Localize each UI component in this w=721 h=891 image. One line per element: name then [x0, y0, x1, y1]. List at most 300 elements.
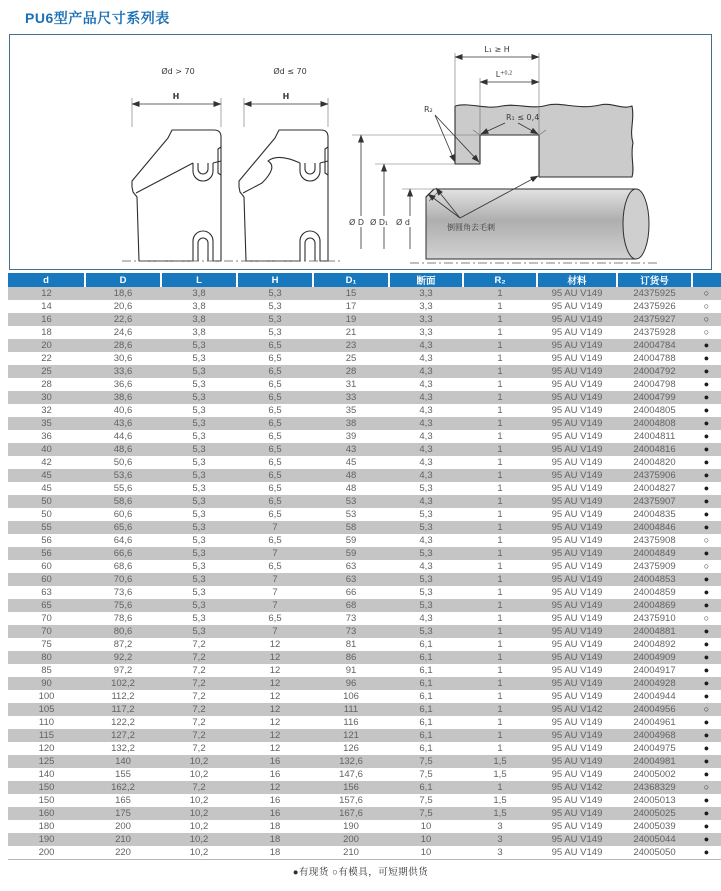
cell: 220: [85, 846, 161, 860]
cell: 24004805: [617, 404, 692, 417]
cell: 50: [8, 495, 85, 508]
cell: 5,3: [161, 586, 237, 599]
cell: 210: [85, 833, 161, 846]
cell: 3,8: [161, 300, 237, 313]
cell: 95 AU V149: [537, 508, 617, 521]
cell: 10,2: [161, 755, 237, 768]
cell: 95 AU V149: [537, 469, 617, 482]
cell: 6,5: [237, 404, 313, 417]
cell: 7: [237, 521, 313, 534]
h-dim-label: H: [282, 92, 290, 101]
cell: 6,1: [389, 716, 463, 729]
cell: 80: [8, 651, 85, 664]
cell: 75,6: [85, 599, 161, 612]
cell: 70: [8, 625, 85, 638]
cell: 1: [463, 404, 537, 417]
cell: 95 AU V149: [537, 300, 617, 313]
column-header-D: D: [85, 273, 161, 287]
cell: 1: [463, 729, 537, 742]
cell: 95 AU V149: [537, 404, 617, 417]
cell: 5,3: [161, 469, 237, 482]
cell: 24005050: [617, 846, 692, 860]
cell: 6,5: [237, 456, 313, 469]
cell: 12: [237, 781, 313, 794]
cell: 10,2: [161, 807, 237, 820]
cell: 4,3: [389, 391, 463, 404]
cell: 5,3: [161, 599, 237, 612]
stock-status: ●: [692, 794, 721, 807]
cell: 147,6: [313, 768, 389, 781]
stock-status: ●: [692, 352, 721, 365]
cell: 6,5: [237, 534, 313, 547]
stock-status: ●: [692, 339, 721, 352]
cell: 5,3: [389, 547, 463, 560]
cell: 24004961: [617, 716, 692, 729]
cell: 24004881: [617, 625, 692, 638]
cell: 5,3: [161, 430, 237, 443]
cell: 48: [313, 469, 389, 482]
cell: 120: [8, 742, 85, 755]
cell: 5,3: [237, 313, 313, 326]
cell: 6,5: [237, 612, 313, 625]
stock-status: ○: [692, 560, 721, 573]
table-row: [8, 430, 721, 443]
stock-status: ●: [692, 638, 721, 651]
table-row: [8, 716, 721, 729]
cell: 25: [8, 365, 85, 378]
cell: 6,1: [389, 651, 463, 664]
cell: 5,3: [161, 482, 237, 495]
cell: 95 AU V149: [537, 430, 617, 443]
stock-status: ●: [692, 586, 721, 599]
cell: 12: [237, 651, 313, 664]
cell: 95 AU V149: [537, 833, 617, 846]
cell: 12: [237, 729, 313, 742]
cell: 95 AU V149: [537, 716, 617, 729]
stock-status: ●: [692, 677, 721, 690]
table-row: [8, 599, 721, 612]
cell: 24004849: [617, 547, 692, 560]
cell: 7,2: [161, 703, 237, 716]
cell: 4,3: [389, 430, 463, 443]
cell: 4,3: [389, 378, 463, 391]
cell: 95 AU V149: [537, 729, 617, 742]
cell: 95 AU V149: [537, 768, 617, 781]
cell: 7: [237, 573, 313, 586]
cell: 6,5: [237, 365, 313, 378]
cell: 55,6: [85, 482, 161, 495]
cell: 7: [237, 625, 313, 638]
cell: 111: [313, 703, 389, 716]
cell: 24004981: [617, 755, 692, 768]
cell: 40: [8, 443, 85, 456]
table-row: [8, 521, 721, 534]
cell: 81: [313, 638, 389, 651]
cell: 1: [463, 430, 537, 443]
cell: 190: [313, 820, 389, 833]
cell: 24004892: [617, 638, 692, 651]
stock-status: ●: [692, 664, 721, 677]
stock-status: ●: [692, 599, 721, 612]
cell: 5,3: [161, 534, 237, 547]
cell: 24004788: [617, 352, 692, 365]
stock-status: ○: [692, 300, 721, 313]
cell: 60,6: [85, 508, 161, 521]
stock-status: ●: [692, 625, 721, 638]
cell: 3,8: [161, 326, 237, 339]
cell: 35: [313, 404, 389, 417]
cell: 210: [313, 846, 389, 860]
h-dim-label: H: [172, 92, 180, 101]
cell: 60: [8, 560, 85, 573]
cell: 95 AU V142: [537, 781, 617, 794]
cell: 4,3: [389, 534, 463, 547]
stock-status: ●: [692, 820, 721, 833]
stock-status: ○: [692, 703, 721, 716]
stock-status: ●: [692, 482, 721, 495]
cell: 95 AU V149: [537, 560, 617, 573]
cell: 5,3: [161, 547, 237, 560]
cell: 150: [8, 781, 85, 794]
cell: 24004859: [617, 586, 692, 599]
cell: 7,2: [161, 690, 237, 703]
cell: 95 AU V149: [537, 690, 617, 703]
cell: 63: [313, 573, 389, 586]
cell: 48,6: [85, 443, 161, 456]
cell: 4,3: [389, 469, 463, 482]
cell: 5,3: [161, 495, 237, 508]
cell: 19: [313, 313, 389, 326]
cell: 33,6: [85, 365, 161, 378]
cell: 24004909: [617, 651, 692, 664]
cell: 20: [8, 339, 85, 352]
cell: 100: [8, 690, 85, 703]
cell: 5,3: [389, 482, 463, 495]
table-row: [8, 300, 721, 313]
cell: 3,3: [389, 326, 463, 339]
cell: 121: [313, 729, 389, 742]
cell: 12: [237, 742, 313, 755]
cell: 4,3: [389, 612, 463, 625]
cell: 16: [237, 768, 313, 781]
cell: 70: [8, 612, 85, 625]
cell: 16: [237, 807, 313, 820]
cell: 24004975: [617, 742, 692, 755]
stock-status: ○: [692, 781, 721, 794]
cell: 1: [463, 651, 537, 664]
cell: 1: [463, 339, 537, 352]
stock-status: ●: [692, 690, 721, 703]
column-header-d: d: [8, 273, 85, 287]
table-row: [8, 417, 721, 430]
cell: 95 AU V149: [537, 638, 617, 651]
cell: 45: [8, 469, 85, 482]
column-header-status: [692, 273, 721, 287]
cell: 1: [463, 300, 537, 313]
cell: 95 AU V149: [537, 417, 617, 430]
cell: 7,2: [161, 742, 237, 755]
cell: 10: [389, 833, 463, 846]
cell: 80,6: [85, 625, 161, 638]
cell: 48: [313, 482, 389, 495]
cell: 95 AU V149: [537, 807, 617, 820]
cell: 95 AU V149: [537, 365, 617, 378]
cell: 1: [463, 495, 537, 508]
cell: 140: [8, 768, 85, 781]
seal-profile-small-bore: [239, 66, 328, 261]
cell: 165: [85, 794, 161, 807]
cell: 1: [463, 586, 537, 599]
cell: 45: [313, 456, 389, 469]
stock-status: ●: [692, 573, 721, 586]
cell: 95 AU V149: [537, 586, 617, 599]
cell: 1: [463, 521, 537, 534]
cell: 5,3: [237, 287, 313, 300]
cell: 65: [8, 599, 85, 612]
table-row: [8, 768, 721, 781]
cell: 10: [389, 820, 463, 833]
cell: 70,6: [85, 573, 161, 586]
table-row: [8, 755, 721, 768]
cell: 24004917: [617, 664, 692, 677]
cell: 95 AU V149: [537, 313, 617, 326]
cell: 95 AU V149: [537, 534, 617, 547]
cell: 60: [8, 573, 85, 586]
cell: 6,1: [389, 677, 463, 690]
table-row: [8, 729, 721, 742]
cell: 45: [8, 482, 85, 495]
cell: 25: [313, 352, 389, 365]
cell: 95 AU V149: [537, 664, 617, 677]
cell: 7,5: [389, 794, 463, 807]
cell: 7,5: [389, 755, 463, 768]
cell: 28: [8, 378, 85, 391]
cell: 24005013: [617, 794, 692, 807]
cell: 1: [463, 378, 537, 391]
cell: 5,3: [161, 456, 237, 469]
seal-installation-diagram: [10, 35, 711, 269]
cell: 1: [463, 326, 537, 339]
stock-status: ●: [692, 846, 721, 860]
cell: 140: [85, 755, 161, 768]
cell: 95 AU V149: [537, 391, 617, 404]
cell: 24375908: [617, 534, 692, 547]
stock-status: ●: [692, 768, 721, 781]
installation-drawing: [347, 45, 658, 263]
cell: 6,5: [237, 495, 313, 508]
cell: 1: [463, 781, 537, 794]
cell: 1: [463, 313, 537, 326]
cell: 1: [463, 508, 537, 521]
table-row: [8, 794, 721, 807]
cell: 24004944: [617, 690, 692, 703]
cell: 5,3: [161, 378, 237, 391]
stock-status: ●: [692, 729, 721, 742]
table-row: [8, 833, 721, 846]
stock-status: ●: [692, 378, 721, 391]
cell: 7,2: [161, 664, 237, 677]
cell: 105: [8, 703, 85, 716]
cell: 95 AU V149: [537, 326, 617, 339]
cell: 95 AU V149: [537, 612, 617, 625]
cell: 1,5: [463, 807, 537, 820]
cell: 127,2: [85, 729, 161, 742]
table-row: [8, 703, 721, 716]
cell: 21: [313, 326, 389, 339]
cell: 6,5: [237, 469, 313, 482]
cell: 18: [8, 326, 85, 339]
table-row: [8, 508, 721, 521]
cell: 4,3: [389, 404, 463, 417]
table-row: [8, 352, 721, 365]
stock-status: ●: [692, 547, 721, 560]
seal-profile-large-bore: [132, 66, 221, 261]
cell: 6,1: [389, 729, 463, 742]
cell: 1: [463, 417, 537, 430]
cell: 5,3: [237, 326, 313, 339]
stock-status: ●: [692, 456, 721, 469]
cell: 24005002: [617, 768, 692, 781]
cell: 44,6: [85, 430, 161, 443]
cell: 5,3: [161, 560, 237, 573]
cell: 126: [313, 742, 389, 755]
cell: 7: [237, 599, 313, 612]
cell: 6,5: [237, 339, 313, 352]
cell: 24004792: [617, 365, 692, 378]
table-row: [8, 820, 721, 833]
cell: 4,3: [389, 352, 463, 365]
cell: 6,5: [237, 378, 313, 391]
cell: 112,2: [85, 690, 161, 703]
cell: 1,5: [463, 794, 537, 807]
cell: 43,6: [85, 417, 161, 430]
table-row: [8, 781, 721, 794]
cell: 5,3: [161, 391, 237, 404]
cell: 95 AU V149: [537, 352, 617, 365]
stock-status: ●: [692, 742, 721, 755]
cell: 90: [8, 677, 85, 690]
cell: 95 AU V149: [537, 677, 617, 690]
cell: 12: [237, 677, 313, 690]
cell: 1: [463, 482, 537, 495]
column-header-R₂: R₂: [463, 273, 537, 287]
table-row: [8, 586, 721, 599]
cell: 16: [8, 313, 85, 326]
cell: 24004784: [617, 339, 692, 352]
cell: 1: [463, 599, 537, 612]
cell: 18: [237, 833, 313, 846]
housing: [455, 104, 633, 177]
cell: 1: [463, 352, 537, 365]
cell: 7,2: [161, 716, 237, 729]
cell: 5,3: [161, 625, 237, 638]
cell: 24004808: [617, 417, 692, 430]
column-header-D₁: D₁: [313, 273, 389, 287]
cell: 63: [313, 560, 389, 573]
table-row: [8, 547, 721, 560]
cell: 24004799: [617, 391, 692, 404]
table-row: [8, 456, 721, 469]
cell: 3,8: [161, 287, 237, 300]
cell: 3,3: [389, 287, 463, 300]
cell: 86: [313, 651, 389, 664]
stock-status: ●: [692, 508, 721, 521]
column-header-H: H: [237, 273, 313, 287]
cell: 1: [463, 612, 537, 625]
cell: 5,3: [237, 300, 313, 313]
dia-D1-label: Ø D₁: [370, 218, 389, 227]
cell: 75: [8, 638, 85, 651]
table-row: [8, 846, 721, 860]
cell: 6,5: [237, 482, 313, 495]
cell: 24368329: [617, 781, 692, 794]
stock-status: ●: [692, 469, 721, 482]
availability-legend: ●有现货 ○有模具，可短期供货: [292, 867, 429, 878]
r1-label: R₁ ≤ 0,4: [506, 113, 540, 122]
stock-status: ○: [692, 313, 721, 326]
cell: 95 AU V149: [537, 482, 617, 495]
cell: 1: [463, 443, 537, 456]
cell: 24005025: [617, 807, 692, 820]
cell: 12: [237, 703, 313, 716]
table-row: [8, 365, 721, 378]
cell: 5,3: [161, 573, 237, 586]
cell: 3,8: [161, 313, 237, 326]
cell: 10,2: [161, 833, 237, 846]
cell: 50: [8, 508, 85, 521]
cell: 53: [313, 508, 389, 521]
cell: 5,3: [161, 443, 237, 456]
cell: 10: [389, 846, 463, 860]
cell: 10,2: [161, 820, 237, 833]
cell: 4,3: [389, 495, 463, 508]
table-row: [8, 612, 721, 625]
cell: 117,2: [85, 703, 161, 716]
cell: 132,6: [313, 755, 389, 768]
cell: 24005044: [617, 833, 692, 846]
cell: 5,3: [389, 508, 463, 521]
table-row: [8, 391, 721, 404]
cell: 10,2: [161, 794, 237, 807]
cell: 14: [8, 300, 85, 313]
stock-status: ●: [692, 365, 721, 378]
stock-status: ●: [692, 404, 721, 417]
cell: 95 AU V149: [537, 820, 617, 833]
cell: 38: [313, 417, 389, 430]
cell: 33: [313, 391, 389, 404]
cell: 96: [313, 677, 389, 690]
cell: 5,3: [389, 573, 463, 586]
cell: 95 AU V149: [537, 755, 617, 768]
cell: 1: [463, 560, 537, 573]
cell: 155: [85, 768, 161, 781]
dimension-table: [8, 273, 721, 860]
table-row: [8, 664, 721, 677]
dimension-table-body: [8, 287, 721, 860]
cell: 55: [8, 521, 85, 534]
cell: 7,2: [161, 638, 237, 651]
cell: 95 AU V149: [537, 287, 617, 300]
condition-label-left: Ød > 70: [161, 67, 195, 76]
table-row: [8, 638, 721, 651]
table-header-row: [8, 273, 721, 287]
cell: 5,3: [161, 417, 237, 430]
cell: 24375906: [617, 469, 692, 482]
cell: 6,1: [389, 664, 463, 677]
cell: 12: [237, 690, 313, 703]
cell: 17: [313, 300, 389, 313]
cell: 7: [237, 586, 313, 599]
